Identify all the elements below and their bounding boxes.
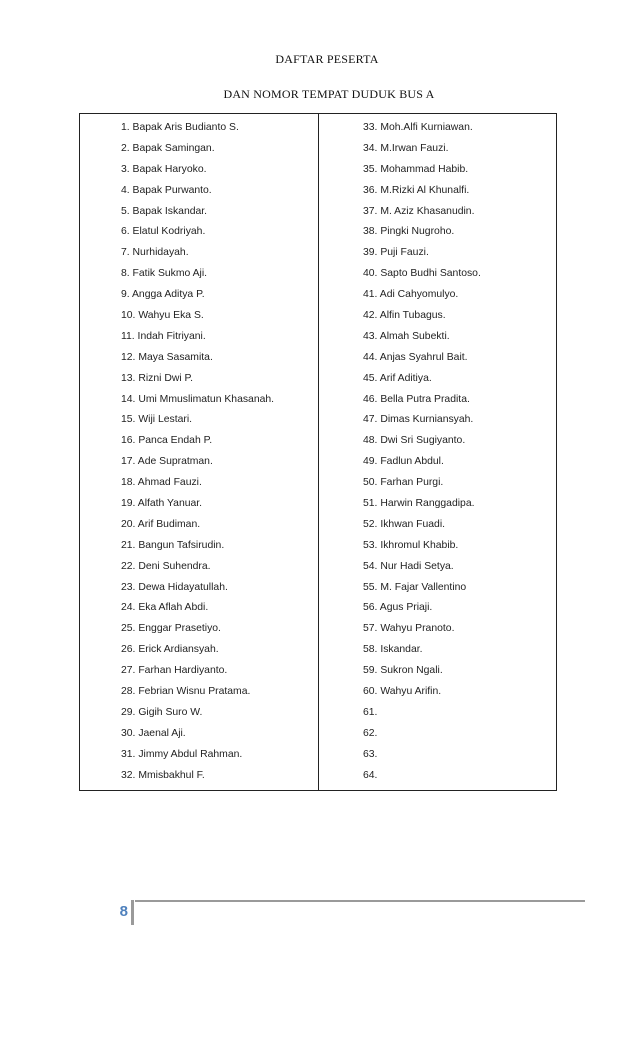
participant-table — [79, 113, 557, 791]
participant-entry: 34. M.Irwan Fauzi. — [363, 142, 449, 154]
participant-entry: 39. Puji Fauzi. — [363, 247, 429, 259]
participant-entry: 51. Harwin Ranggadipa. — [363, 498, 475, 510]
participant-entry: 36. M.Rizki Al Khunalfi. — [363, 184, 470, 196]
participant-entry: 31. Jimmy Abdul Rahman. — [121, 748, 243, 760]
participant-entry: 59. Sukron Ngali. — [363, 665, 443, 677]
participant-entry: 11. Indah Fitriyani. — [121, 330, 206, 342]
participant-entry: 10. Wahyu Eka S. — [121, 310, 204, 322]
participant-entry: 44. Anjas Syahrul Bait. — [363, 351, 468, 363]
participant-entry: 29. Gigih Suro W. — [121, 706, 203, 718]
participant-entry: 5. Bapak Iskandar. — [121, 205, 208, 217]
participant-entry: 53. Ikhromul Khabib. — [363, 539, 459, 551]
participant-entry: 48. Dwi Sri Sugiyanto. — [363, 435, 466, 447]
participant-column-left — [121, 120, 311, 789]
document-subtitle: DAN NOMOR TEMPAT DUDUK BUS A — [223, 87, 435, 101]
participant-entry: 47. Dimas Kurniansyah. — [363, 414, 474, 426]
participant-entry: 17. Ade Supratman. — [121, 456, 213, 468]
participant-entry: 43. Almah Subekti. — [363, 330, 450, 342]
document-title: DAFTAR PESERTA — [275, 52, 379, 66]
participant-entry: 63. — [363, 748, 378, 760]
participant-entry: 30. Jaenal Aji. — [121, 727, 186, 739]
participant-entry: 55. M. Fajar Vallentino — [363, 581, 467, 593]
participant-entry: 13. Rizni Dwi P. — [121, 372, 193, 384]
participant-entry: 28. Febrian Wisnu Pratama. — [121, 686, 251, 698]
participant-entry: 61. — [363, 706, 378, 718]
participant-entry: 42. Alfin Tubagus. — [363, 310, 446, 322]
participant-entry: 27. Farhan Hardiyanto. — [121, 665, 228, 677]
participant-entry: 7. Nurhidayah. — [121, 247, 189, 259]
participant-entry: 50. Farhan Purgi. — [363, 477, 444, 489]
participant-entry: 25. Enggar Prasetiyo. — [121, 623, 221, 635]
participant-entry: 1. Bapak Aris Budianto S. — [121, 122, 239, 133]
participant-entry: 40. Sapto Budhi Santoso. — [363, 268, 481, 280]
participant-entry: 33. Moh.Alfi Kurniawan. — [363, 122, 473, 133]
participant-entry: 16. Panca Endah P. — [121, 435, 213, 447]
footer-separator — [131, 900, 134, 925]
participant-entry: 49. Fadlun Abdul. — [363, 456, 444, 468]
participant-entry: 19. Alfath Yanuar. — [121, 498, 203, 510]
participant-entry: 35. Mohammad Habib. — [363, 163, 469, 175]
participant-column-right — [363, 120, 553, 789]
participant-entry: 37. M. Aziz Khasanudin. — [363, 205, 475, 217]
participant-entry: 58. Iskandar. — [363, 644, 423, 656]
participant-entry: 21. Bangun Tafsirudin. — [121, 539, 225, 551]
participant-entry: 15. Wiji Lestari. — [121, 414, 193, 426]
participant-entry: 22. Deni Suhendra. — [121, 560, 211, 572]
page-number: 8 — [119, 903, 128, 920]
participant-entry: 8. Fatik Sukmo Aji. — [121, 268, 208, 280]
participant-entry: 12. Maya Sasamita. — [121, 351, 213, 363]
participant-entry: 20. Arif Budiman. — [121, 518, 201, 530]
participant-entry: 62. — [363, 727, 378, 739]
participant-entry: 41. Adi Cahyomulyo. — [363, 289, 459, 301]
participant-entry: 26. Erick Ardiansyah. — [121, 644, 219, 656]
participant-entry: 57. Wahyu Pranoto. — [363, 623, 455, 635]
participant-entry: 64. — [363, 769, 378, 781]
participant-entry: 52. Ikhwan Fuadi. — [363, 518, 446, 530]
participant-entry: 4. Bapak Purwanto. — [121, 184, 212, 196]
column-divider — [318, 114, 319, 790]
participant-entry: 60. Wahyu Arifin. — [363, 686, 442, 698]
participant-entry: 54. Nur Hadi Setya. — [363, 560, 454, 572]
participant-entry: 45. Arif Aditiya. — [363, 372, 432, 384]
footer-rule — [135, 900, 585, 902]
participant-entry: 6. Elatul Kodriyah. — [121, 226, 206, 238]
participant-entry: 32. Mmisbakhul F. — [121, 769, 205, 781]
participant-entry: 24. Eka Aflah Abdi. — [121, 602, 209, 614]
participant-entry: 18. Ahmad Fauzi. — [121, 477, 202, 489]
participant-entry: 38. Pingki Nugroho. — [363, 226, 455, 238]
participant-entry: 3. Bapak Haryoko. — [121, 163, 207, 175]
participant-entry: 46. Bella Putra Pradita. — [363, 393, 470, 405]
participant-entry: 56. Agus Priaji. — [363, 602, 433, 614]
participant-entry: 2. Bapak Samingan. — [121, 142, 215, 154]
participant-entry: 23. Dewa Hidayatullah. — [121, 581, 228, 593]
participant-entry: 9. Angga Aditya P. — [121, 289, 205, 301]
participant-entry: 14. Umi Mmuslimatun Khasanah. — [121, 393, 275, 405]
